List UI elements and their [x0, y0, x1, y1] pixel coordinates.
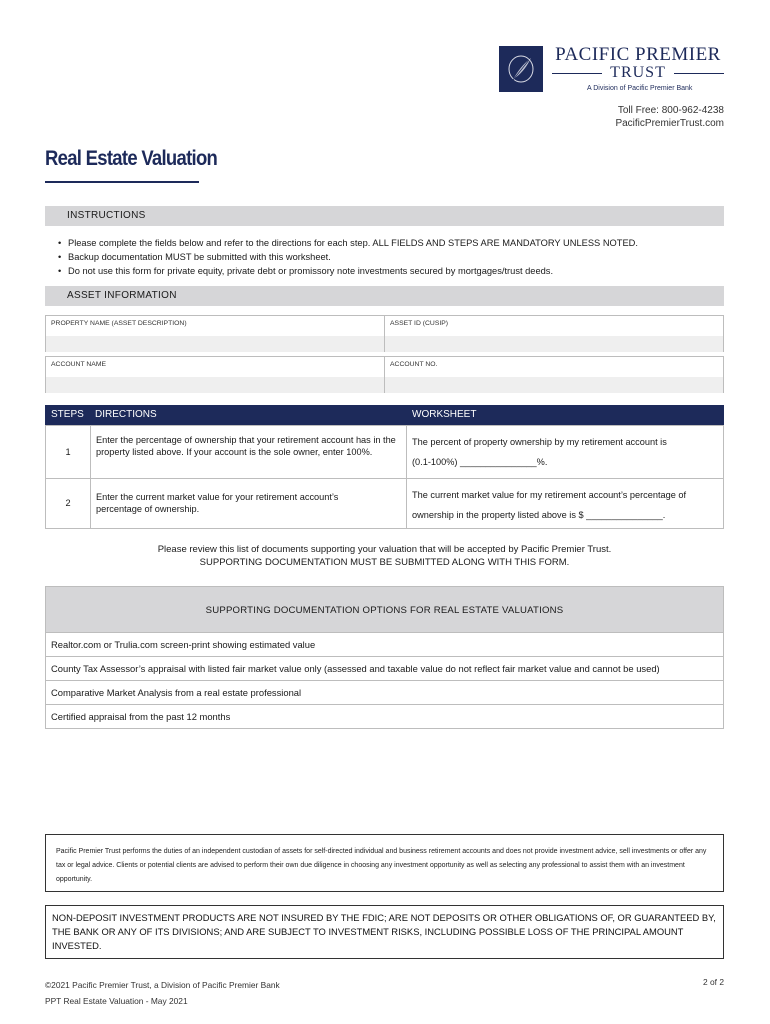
review-note-mandatory: SUPPORTING DOCUMENTATION MUST BE SUBMITTED ALONG WITH THIS FORM.: [199, 557, 570, 568]
table-row: [45, 425, 724, 479]
directions-column-header: DIRECTIONS: [95, 409, 157, 420]
website-link[interactable]: PacificPremierTrust.com: [615, 118, 724, 129]
list-item: Certified appraisal from the past 12 months: [45, 705, 724, 729]
phone-number: Toll Free: 800-962-4238: [617, 105, 724, 116]
step-number: 1: [65, 447, 71, 457]
worksheet-line: The percent of property ownership by my retirement account is: [412, 437, 667, 447]
asset-id-input[interactable]: [385, 336, 723, 352]
feather-icon: [503, 50, 539, 88]
page-number: 2 of 2: [703, 977, 724, 987]
fdic-disclosure: NON-DEPOSIT INVESTMENT PRODUCTS ARE NOT INSURED BY THE FDIC; ARE NOT DEPOSITS OR OTHER OBLIGATIONS OF, OR GUARANTEED BY, THE BANK OR ANY OF ITS DIVISIONS; AND ARE SUBJECT TO INVESTMENT RISKS, INCLUDING POSSIBLE LOSS OF THE PRINCIPAL AMOUNT INVESTED.: [45, 905, 724, 959]
worksheet-value-input[interactable]: ownership in the property listed above is $ _______________.: [412, 510, 666, 520]
account-name-input[interactable]: [46, 377, 384, 393]
step-direction: Enter the percentage of ownership that your retirement account has in the property listed above. If your account is the sole owner, enter 100%.: [96, 435, 396, 457]
instruction-item: • Please complete the fields below and refer to the directions for each step. ALL FIELDS AND STEPS ARE MANDATORY UNLESS NOTED.: [58, 236, 638, 250]
instruction-item: • Do not use this form for private equity, private debt or promissory note investments secured by mortgages/trust deeds.: [58, 264, 638, 278]
list-item: Comparative Market Analysis from a real estate professional: [45, 681, 724, 705]
asset-info-header: ASSET INFORMATION: [45, 286, 724, 306]
footer-left: [45, 977, 280, 1009]
worksheet-line: The current market value for my retirement account’s percentage of: [412, 490, 687, 500]
property-name-field[interactable]: [45, 315, 385, 352]
logo-emblem: [499, 46, 543, 92]
property-name-input[interactable]: [46, 336, 384, 352]
account-no-input[interactable]: [385, 377, 723, 393]
account-no-label: ACCOUNT NO.: [390, 361, 438, 368]
asset-id-label: ASSET ID (CUSIP): [390, 320, 449, 327]
logo-subtitle-text: TRUST: [610, 64, 666, 81]
account-name-label: ACCOUNT NAME: [51, 361, 107, 368]
logo-title: PACIFIC PREMIER: [555, 44, 721, 65]
contact-info: [615, 104, 724, 130]
table-row: [45, 479, 724, 529]
account-name-field[interactable]: [45, 356, 385, 393]
list-item: Realtor.com or Trulia.com screen-print showing estimated value: [45, 633, 724, 657]
title-underline: [45, 181, 199, 183]
list-item: County Tax Assessor’s appraisal with listed fair market value only (assessed and taxable value do not reflect fair market value and cannot be used): [45, 657, 724, 681]
instruction-item: • Backup documentation MUST be submitted with this worksheet.: [58, 250, 638, 264]
instructions-header: INSTRUCTIONS: [45, 206, 724, 226]
copyright: ©2021 Pacific Premier Trust, a Division of Pacific Premier Bank: [45, 980, 280, 990]
logo-subtitle: [552, 63, 724, 83]
worksheet-column-header: WORKSHEET: [412, 409, 477, 420]
instructions-list: [58, 236, 638, 278]
account-no-field[interactable]: [384, 356, 724, 393]
steps-column-header: STEPS: [51, 409, 84, 420]
property-name-label: PROPERTY NAME (ASSET DESCRIPTION): [51, 320, 187, 327]
review-note: Please review this list of documents supporting your valuation that will be accepted by Pacific Premier Trust.: [157, 544, 612, 555]
doc-options-header: SUPPORTING DOCUMENTATION OPTIONS FOR REAL ESTATE VALUATIONS: [45, 586, 724, 633]
worksheet-percent-input[interactable]: (0.1-100%) _______________%.: [412, 457, 548, 467]
logo-division: A Division of Pacific Premier Bank: [587, 85, 693, 92]
steps-table-header: [45, 405, 724, 425]
step-number: 2: [65, 498, 71, 508]
custodian-disclaimer: Pacific Premier Trust performs the duties of an independent custodian of assets for self-directed individual and business retirement accounts and does not provide investment advice, sell investments or offer any tax or legal advice. Clients or potential clients are advised to perform their own due diligence in choosing any investment opportunity as well as selecting any professional to assist them with an investment opportunity.: [45, 834, 724, 892]
document-title: Real Estate Valuation: [45, 147, 218, 170]
asset-id-field[interactable]: [384, 315, 724, 352]
form-id: PPT Real Estate Valuation - May 2021: [45, 996, 188, 1006]
step-direction: Enter the current market value for your retirement account’s percentage of ownership.: [96, 492, 339, 514]
